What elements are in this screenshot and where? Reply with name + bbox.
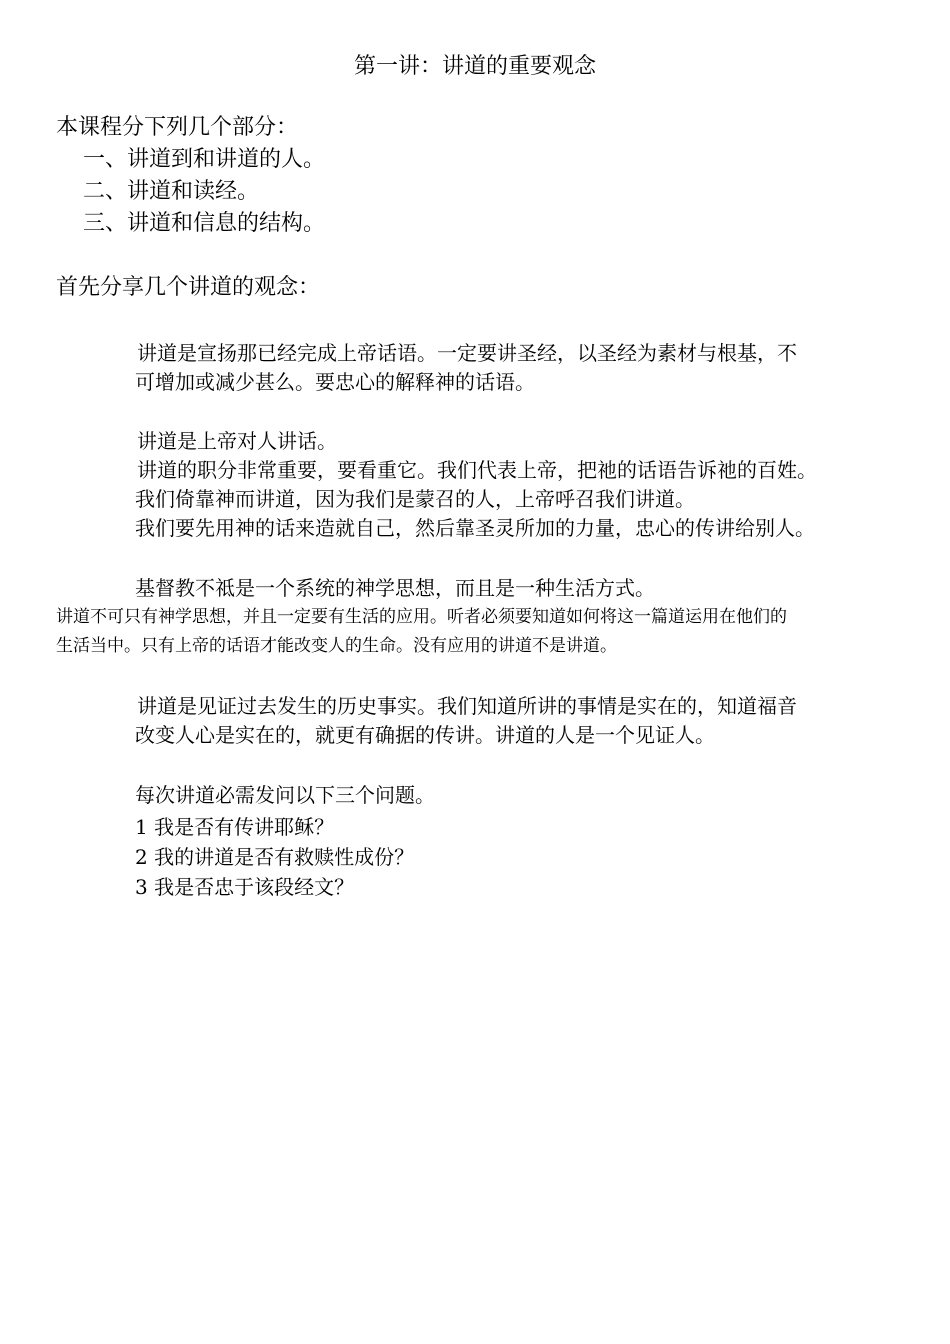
paragraph-3-line-1: 基督教不祗是一个系统的神学思想，而且是一种生活方式。 (135, 576, 655, 600)
course-part-1: 一、讲道到和讲道的人。 (83, 147, 326, 172)
paragraph-2-line-4: 我们要先用神的话来造就自己，然后靠圣灵所加的力量，忠心的传讲给别人。 (135, 516, 815, 540)
questions-heading: 每次讲道必需发问以下三个问题。 (135, 783, 435, 807)
paragraph-1-line-1: 讲道是宣扬那已经完成上帝话语。一定要讲圣经，以圣经为素材与根基，不 (137, 341, 797, 365)
paragraph-3-line-2: 讲道不可只有神学思想，并且一定要有生活的应用。听者必须要知道如何将这一篇道运用在他们的 (56, 607, 787, 627)
paragraph-4-line-1: 讲道是见证过去发生的历史事实。我们知道所讲的事情是实在的，知道福音 (137, 694, 797, 718)
question-1: 1 我是否有传讲耶稣？ (135, 815, 335, 839)
question-3: 3 我是否忠于该段经文？ (135, 875, 355, 899)
course-part-2: 二、讲道和读经。 (83, 179, 260, 204)
page-title: 第一讲：讲道的重要观念 (353, 54, 596, 79)
course-intro: 本课程分下列几个部分： (56, 115, 299, 140)
paragraph-2-line-2: 讲道的职分非常重要，要看重它。我们代表上帝，把祂的话语告诉祂的百姓。 (137, 458, 817, 482)
paragraph-2-line-1: 讲道是上帝对人讲话。 (137, 429, 337, 453)
paragraph-2-line-3: 我们倚靠神而讲道，因为我们是蒙召的人，上帝呼召我们讲道。 (135, 487, 695, 511)
paragraph-1-line-2: 可增加或减少甚么。要忠心的解释神的话语。 (135, 370, 535, 394)
course-part-3: 三、讲道和信息的结构。 (83, 211, 326, 236)
concepts-heading: 首先分享几个讲道的观念： (56, 275, 321, 300)
question-2: 2 我的讲道是否有救赎性成份？ (135, 845, 415, 869)
paragraph-4-line-2: 改变人心是实在的，就更有确据的传讲。讲道的人是一个见证人。 (135, 723, 715, 747)
paragraph-3-line-3: 生活当中。只有上帝的话语才能改变人的生命。没有应用的讲道不是讲道。 (56, 636, 617, 656)
